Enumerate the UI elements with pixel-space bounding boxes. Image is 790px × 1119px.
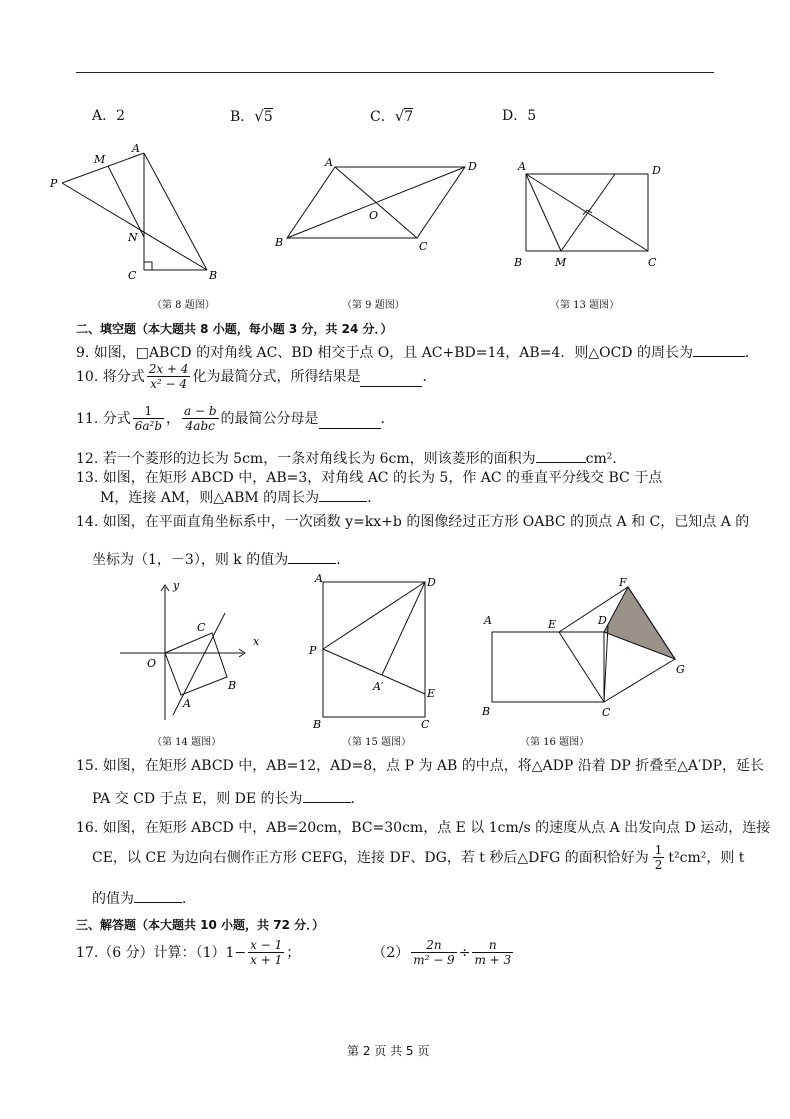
question-14-line2: 坐标为（1，－3），则 k 的值为 ．: [92, 549, 350, 570]
top-rule: [76, 72, 714, 73]
svg-text:F: F: [619, 576, 627, 589]
option-c: C．√7: [370, 107, 414, 125]
svg-text:C: C: [648, 256, 657, 269]
svg-text:E: E: [427, 687, 436, 700]
question-10: 10. 将分式 $\frac{2x + 4}{\text{x² − 4}}$ 化为最简分式，所得结果是 ．: [76, 362, 437, 391]
svg-text:B: B: [313, 718, 322, 730]
svg-text:P: P: [50, 177, 58, 190]
question-13-line1: 13. 如图，在矩形 ABCD 中，AB=3，对角线 AC 的长为 5，作 AC 的垂直平分线交 BC 于点: [76, 470, 663, 486]
svg-text:y: y: [173, 579, 180, 592]
question-9: 9. 如图，□ABCD 的对角线 AC、BD 相交于点 O，且 AC+BD=14，AB=4．则△OCD 的周长为 ．: [76, 342, 759, 363]
option-a: A．2: [92, 108, 126, 124]
question-12: 12. 若一个菱形的边长为 5cm，一条对角线长为 6cm，则该菱形的面积为 cm²．: [76, 448, 626, 469]
question-17: 17.（6 分）计算：（1）1− $\frac{x - 1}{x + 1}$ ； （2） $\frac{2n}{\text{m² − 9}}$ ÷ $\frac{n}{m + 3}$: [76, 938, 512, 967]
caption-fig13: （第 13 题图）: [550, 300, 620, 311]
svg-text:O: O: [369, 209, 379, 222]
svg-text:B: B: [228, 679, 237, 692]
section2-title: 二、填空题（本大题共 8 小题，每小题 3 分，共 24 分．）: [76, 322, 393, 336]
figure-8: [40, 140, 230, 285]
svg-text:O: O: [147, 657, 157, 670]
question-16-line1: 16. 如图，在矩形 ABCD 中，AB=20cm，BC=30cm，点 E 以 1cm/s 的速度从点 A 出发向点 D 运动，连接: [76, 820, 771, 836]
question-16-line2: CE，以 CE 为边向右侧作正方形 CEFG，连接 DF、DG，若 t 秒后△DFG 的面积恰好为 $\frac{1}{2}$ t²cm²，则 t: [92, 843, 745, 872]
svg-text:C: C: [197, 621, 206, 634]
svg-text:B: B: [482, 705, 491, 718]
question-15-line2: PA 交 CD 于点 E，则 DE 的长为 ．: [92, 788, 365, 809]
question-11: 11. 分式 $\frac{1}{\text{6a²b}}$ ， $\frac{a - b}{\text{4abc}}$ 的最简公分母是 ．: [76, 404, 395, 433]
svg-text:A: A: [315, 572, 323, 585]
svg-text:A: A: [484, 614, 492, 627]
figure-9: [265, 150, 490, 260]
svg-text:E: E: [548, 618, 557, 631]
svg-text:M: M: [555, 256, 567, 269]
figure-15: [305, 570, 445, 730]
caption-fig16: （第 16 题图）: [520, 737, 590, 748]
svg-text:P: P: [309, 644, 317, 657]
svg-text:N: N: [128, 231, 138, 244]
question-16-line3: 的值为 ．: [92, 888, 196, 909]
svg-text:D: D: [468, 160, 477, 173]
svg-text:A: A: [325, 156, 333, 169]
svg-text:M: M: [94, 153, 106, 166]
option-d: D．5: [502, 108, 537, 124]
svg-text:C: C: [602, 706, 611, 719]
svg-text:A: A: [132, 142, 140, 155]
svg-text:x: x: [253, 635, 260, 648]
svg-text:D: D: [652, 164, 661, 177]
option-b: B．√5: [230, 107, 273, 125]
section3-title: 三、解答题（本大题共 10 小题，共 72 分．）: [76, 918, 325, 932]
figure-13: [510, 150, 675, 275]
svg-text:A′: A′: [373, 680, 384, 693]
svg-text:A: A: [183, 697, 191, 710]
figure-14: [115, 575, 275, 725]
svg-text:C: C: [421, 718, 430, 730]
svg-text:D: D: [598, 614, 607, 627]
caption-fig14: （第 14 题图）: [152, 737, 222, 748]
svg-text:D: D: [427, 576, 436, 589]
svg-text:B: B: [209, 269, 218, 282]
svg-text:B: B: [514, 256, 523, 269]
page-footer: 第 2 页 共 5 页: [347, 1044, 430, 1058]
figure-16: [478, 572, 698, 722]
question-15-line1: 15. 如图，在矩形 ABCD 中，AB=12，AD=8，点 P 为 AB 的中点，将△ADP 沿着 DP 折叠至△A′DP，延长: [76, 758, 764, 774]
question-14-line1: 14. 如图，在平面直角坐标系中，一次函数 y=kx+b 的图像经过正方形 OABC 的顶点 A 和 C，已知点 A 的: [76, 514, 750, 530]
svg-text:C: C: [128, 269, 137, 282]
svg-text:B: B: [275, 236, 284, 249]
caption-fig15: （第 15 题图）: [342, 737, 412, 748]
svg-text:A: A: [518, 160, 526, 173]
caption-fig9: （第 9 题图）: [342, 300, 405, 311]
svg-text:G: G: [676, 663, 685, 676]
caption-fig8: （第 8 题图）: [152, 300, 215, 311]
question-13-line2: M，连接 AM，则△ABM 的周长为 ．: [100, 487, 381, 508]
svg-text:C: C: [419, 240, 428, 253]
